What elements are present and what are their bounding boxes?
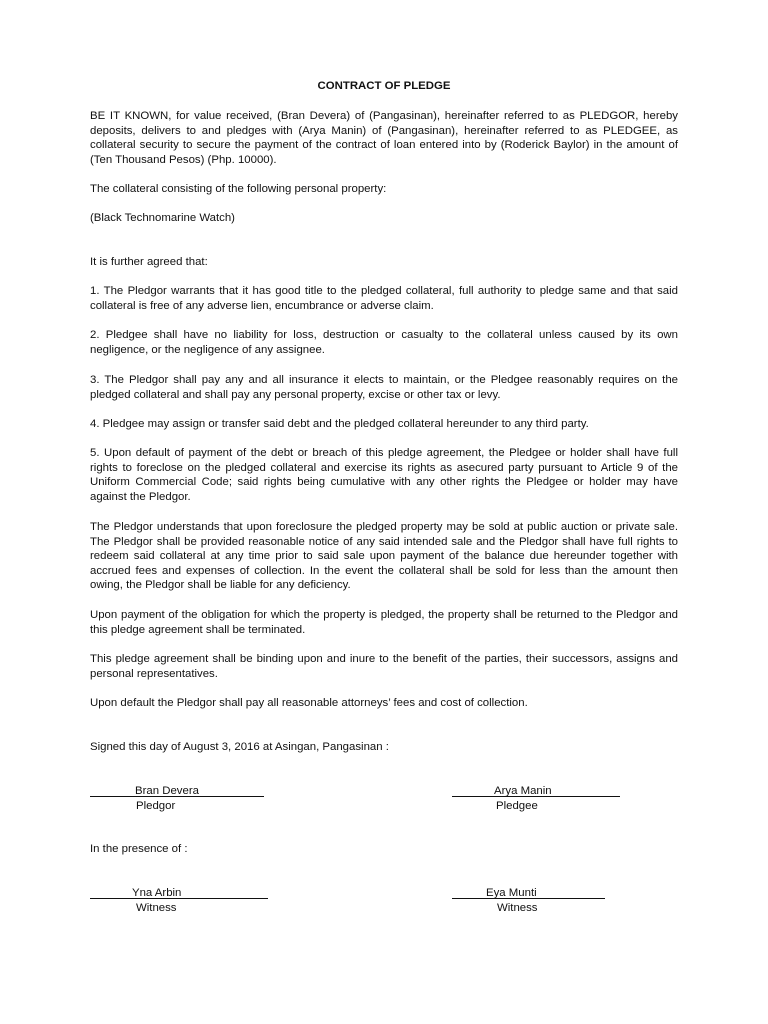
pledgee-name: Arya Manin <box>494 785 552 797</box>
default-fees-paragraph: Upon default the Pledgor shall pay all reasonable attorneys’ fees and cost of collection. <box>90 697 528 709</box>
foreclosure-paragraph: The Pledgor understands that upon foreclosure the pledged property may be sold at public auction or private sale. The Pledgor shall be provided reasonable notice of any said intended sale and the Pledgor shall have full rights to redeem said collateral at any time prior to said sale upon payment of the balance due hereunder together with accrued fees and expenses of collection. In the event the collateral shall be sold for less than the amount then owing, the Pledgor shall be liable for any deficiency. <box>90 521 678 592</box>
document-title: CONTRACT OF PLEDGE <box>317 80 451 92</box>
collateral-item: (Black Technomarine Watch) <box>90 212 235 224</box>
clause-5: 5. Upon default of payment of the debt or breach of this pledge agreement, the Pledgee or holder shall have full rights to foreclose on the pledged collateral and exercise its rights as asecured party pursuant to Article 9 of the Uniform Commercial Code; said rights being cumulative with any other rights the Pledgee or holder may have against the Pledgor. <box>90 447 678 503</box>
further-agreed: It is further agreed that: <box>90 256 208 268</box>
clause-3: 3. The Pledgor shall pay any and all insurance it elects to maintain, or the Pledgee reasonably requires on the pledged collateral and shall pay any personal property, excise or other tax or levy. <box>90 374 678 401</box>
clause-4: 4. Pledgee may assign or transfer said debt and the pledged collateral hereunder to any third party. <box>90 418 589 430</box>
intro-paragraph: BE IT KNOWN, for value received, (Bran Devera) of (Pangasinan), hereinafter referred to as PLEDGOR, hereby deposits, delivers to and pledges with (Arya Manin) of (Pangasinan), hereinafter referred to as PLEDGEE, as collateral security to secure the payment of the contract of loan entered into by (Roderick Baylor) in the amount of (Ten Thousand Pesos) (Php. 10000). <box>90 110 678 166</box>
witness1-role: Witness <box>136 902 177 914</box>
signed-line: Signed this day of August 3, 2016 at Asingan, Pangasinan : <box>90 741 389 753</box>
witness1-name: Yna Arbin <box>132 887 182 899</box>
pledgor-role: Pledgor <box>136 800 176 812</box>
pledgor-name: Bran Devera <box>135 785 199 797</box>
return-paragraph: Upon payment of the obligation for which the property is pledged, the property shall be returned to the Pledgor and this pledge agreement shall be terminated. <box>90 609 678 636</box>
witness2-name: Eya Munti <box>486 887 537 899</box>
binding-paragraph: This pledge agreement shall be binding upon and inure to the benefit of the parties, their successors, assigns and personal representatives. <box>90 653 678 680</box>
presence-line: In the presence of : <box>90 843 188 855</box>
clause-1: 1. The Pledgor warrants that it has good title to the pledged collateral, full authority to pledge same and that said collateral is free of any adverse lien, encumbrance or adverse claim. <box>90 285 678 312</box>
clause-2: 2. Pledgee shall have no liability for loss, destruction or casualty to the collateral unless caused by its own negligence, or the negligence of any assignee. <box>90 329 678 356</box>
witness2-role: Witness <box>497 902 538 914</box>
collateral-intro: The collateral consisting of the following personal property: <box>90 183 387 195</box>
pledgee-role: Pledgee <box>496 800 538 812</box>
